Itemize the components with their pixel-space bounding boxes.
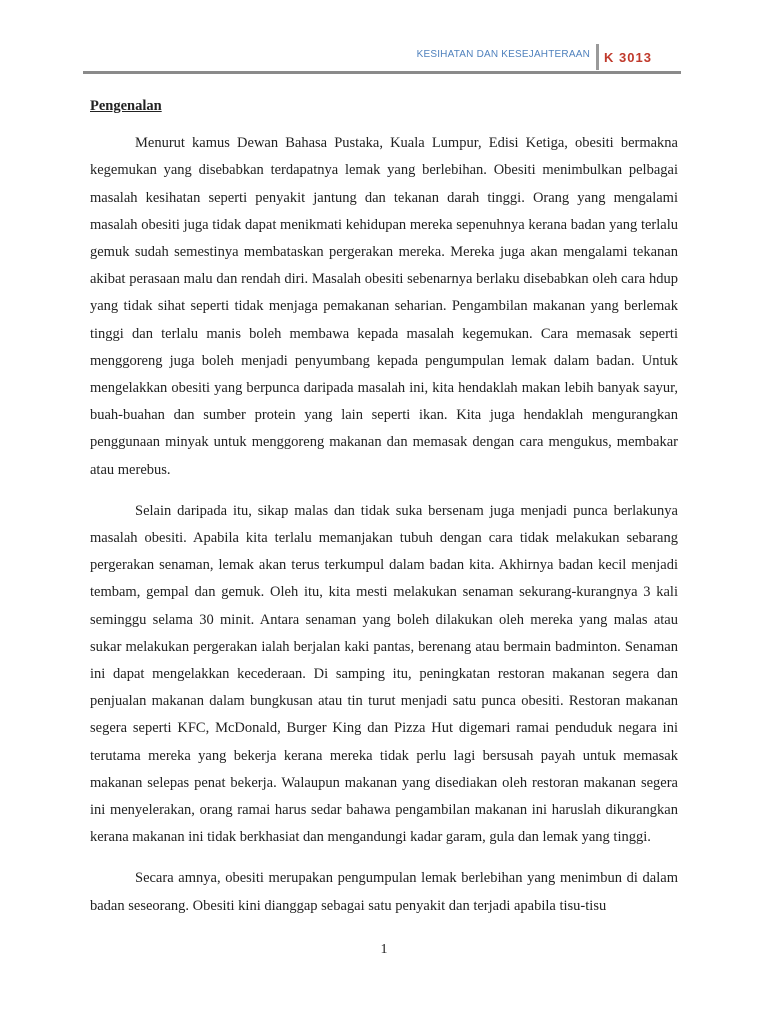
header-separator [596, 44, 599, 70]
header-course-code: K 3013 [604, 50, 652, 65]
page-number: 1 [380, 942, 388, 957]
section-heading: Pengenalan [90, 98, 162, 114]
document-body [90, 93, 678, 934]
paragraph-3: Secara amnya, obesiti merupakan pengumpulan lemak berlebihan yang menimbun di dalam badan seseorang. Obesiti kini dianggap sebagai satu penyakit dan terjadi apabila tisu-tisu [90, 870, 678, 914]
paragraph-1: Menurut kamus Dewan Bahasa Pustaka, Kuala Lumpur, Edisi Ketiga, obesiti bermakna kegemukan yang disebabkan terdapatnya lemak yang berlebihan. Obesiti menimbulkan pelbagai masalah kesihatan seperti penyakit jantung dan tekanan darah tinggi. Orang yang mengalami masalah obesiti juga tidak dapat menikmati kehidupan mereka sepenuhnya kerana badan yang terlalu gemuk sudah semestinya membataskan pergerakan mereka. Mereka juga akan mengalami tekanan akibat perasaan malu dan rendah diri. Masalah obesiti sebenarnya berlaku disebabkan oleh cara hdup yang tidak sihat seperti tidak menjaga pemakanan seharian. Pengambilan makanan yang berlemak tinggi dan terlalu manis boleh membawa kepada masalah kegemukan. Cara memasak seperti menggoreng juga boleh menjadi penyumbang kepada pengumpulan lemak dalam badan. Untuk mengelakkan obesiti yang berpunca daripada masalah ini, kita hendaklah makan lebih banyak sayur, buah-buahan dan sumber protein yang lain seperti ikan. Kita juga hendaklah mengurangkan penggunaan minyak untuk menggoreng makanan dan memasak dengan cara mengukus, membakar atau merebus. [90, 135, 678, 478]
paragraph-2: Selain daripada itu, sikap malas dan tidak suka bersenam juga menjadi punca berlakunya masalah obesiti. Apabila kita terlalu memanjakan tubuh dengan cara tidak melakukan sebarang pergerakan senaman, lemak akan terus terkumpul dalam badan kita. Akhirnya badan kecil menjadi tembam, gempal dan gemuk. Oleh itu, kita mesti melakukan senaman sekurang-kurangnya 3 kali seminggu selama 30 minit. Antara senaman yang boleh dilakukan oleh mereka yang malas atau sukar melakukan pergerakan ialah berjalan kaki pantas, berenang atau bermain badminton. Senaman ini dapat mengelakkan kecederaan. Di samping itu, peningkatan restoran makanan segera dan penjualan makanan dalam bungkusan atau tin turut menjadi satu punca obesiti. Restoran makanan segera seperti KFC, McDonald, Burger King dan Pizza Hut digemari ramai penduduk negara ini terutama mereka yang bekerja kerana mereka tidak perlu lagi bersusah payah untuk memasak makanan selepas penat bekerja. Walaupun makanan yang disediakan oleh restoran makanan segera ini menyelerakan, orang ramai harus sedar bahawa pengambilan makanan ini haruslah dikurangkan kerana makanan ini tidak berkhasiat dan mengandungi kadar garam, gula dan lemak yang tinggi. [90, 502, 678, 846]
header-rule [83, 71, 681, 74]
header-course-title: KESIHATAN DAN KESEJAHTERAAN [416, 49, 590, 60]
